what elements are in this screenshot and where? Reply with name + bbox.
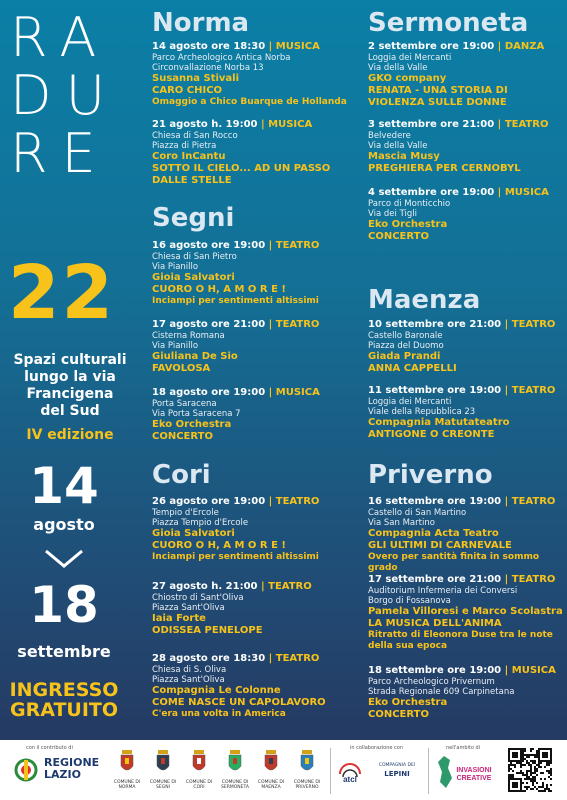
event-category: TEATRO	[275, 240, 320, 251]
event-item	[368, 664, 563, 721]
event-separator: |	[265, 653, 276, 664]
event-date-text: 14 agosto ore 18:30	[152, 41, 266, 52]
comune-crest-icon	[191, 750, 207, 776]
end-month: settembre	[17, 642, 111, 661]
collaborazione-label: in collaborazione con	[350, 745, 404, 751]
event-date	[368, 318, 563, 331]
event-date-text: 11 settembre ore 19:00	[368, 385, 502, 396]
event-separator: |	[257, 581, 269, 592]
comune-name: PRIVERNO	[295, 785, 319, 790]
event-date-text: 21 agosto h. 19:00	[152, 119, 258, 130]
title-line: RA	[10, 6, 111, 69]
event-venue: Via Pianillo	[152, 341, 199, 351]
event-date-text: 27 agosto h. 21:00	[152, 581, 258, 592]
event-subtitle: Omaggio a Chico Buarque de Hollanda	[152, 97, 347, 107]
event-venue: Castello Baronale	[368, 331, 443, 341]
event-venue: Parco Archeologico Privernum	[368, 677, 495, 687]
event-date-text: 2 settembre ore 19:00	[368, 41, 495, 52]
event-title: CONCERTO	[152, 431, 213, 442]
event-venue: Loggia dei Mercanti	[368, 53, 452, 63]
end-day: 18	[29, 576, 99, 634]
comune-name: SEGNI	[156, 785, 170, 790]
event-title: ANTIGONE O CREONTE	[368, 429, 495, 440]
event-title: VIOLENZA SULLE DONNE	[368, 97, 507, 108]
event-separator: |	[501, 496, 512, 507]
event-title: ANNA CAPPELLI	[368, 363, 457, 374]
tagline	[0, 352, 140, 420]
atcl-text: atcl	[343, 775, 357, 784]
start-month: agosto	[33, 515, 95, 534]
comune-crest-icon	[299, 750, 315, 776]
event-date	[368, 495, 563, 508]
comune-label	[290, 780, 324, 790]
event-separator: |	[265, 41, 276, 52]
event-separator: |	[494, 41, 505, 52]
tagline-line: Spazi culturali	[13, 352, 127, 368]
comune-prefix: COMUNE DI	[293, 780, 321, 785]
event-performer: Eko Orchestra	[368, 219, 448, 230]
event-venue: Chiostro di Sant'Oliva	[152, 593, 244, 603]
festival-title	[10, 6, 135, 185]
town-name: Priverno	[368, 460, 493, 490]
edition-number: 22	[8, 250, 115, 336]
event-venue: Belvedere	[368, 131, 411, 141]
event-separator: |	[257, 119, 269, 130]
event-venue: Chiesa di San Rocco	[152, 131, 238, 141]
event-category: MUSICA	[504, 187, 549, 198]
event-title: CONCERTO	[368, 231, 429, 242]
event-title: RENATA - UNA STORIA DI	[368, 85, 508, 96]
contributo-label: con il contributo di	[26, 745, 73, 751]
event-performer: GKO company	[368, 73, 447, 84]
event-title: FAVOLOSA	[152, 363, 211, 374]
tagline-line: del Sud	[40, 403, 100, 419]
event-category: MUSICA	[511, 665, 556, 676]
event-category: TEATRO	[275, 653, 320, 664]
lepini-line: LEPINI	[384, 770, 410, 778]
event-category: TEATRO	[511, 319, 556, 330]
comune-name: CORI	[193, 785, 205, 790]
event-performer: Eko Orchestra	[152, 419, 232, 430]
event-venue: Castello di San Martino	[368, 508, 467, 518]
event-performer: Giada Prandi	[368, 351, 441, 362]
event-date	[368, 664, 563, 677]
event-venue: Via Porta Saracena 7	[152, 409, 241, 419]
event-venue: Porta Saracena	[152, 399, 217, 409]
event-venue: Borgo di Fossanova	[368, 596, 451, 606]
event-subtitle: Overo per santità finita in sommo grado	[368, 552, 540, 573]
sponsor-footer	[0, 740, 567, 800]
region-line: LAZIO	[44, 768, 81, 781]
event-date	[152, 386, 357, 399]
event-date-text: 3 settembre ore 21:00	[368, 119, 495, 130]
event-category: TEATRO	[275, 319, 320, 330]
qr-code[interactable]	[508, 748, 552, 792]
event-venue: Piazza Sant'Oliva	[152, 603, 225, 613]
event-performer: Iaia Forte	[152, 613, 206, 624]
event-item	[152, 318, 357, 375]
event-item	[368, 186, 563, 243]
tagline-line: Francigena	[26, 386, 114, 402]
event-date	[368, 573, 563, 586]
event-date-text: 17 agosto ore 21:00	[152, 319, 266, 330]
event-category: TEATRO	[511, 496, 556, 507]
event-item	[152, 495, 357, 563]
event-item	[368, 384, 563, 441]
event-separator: |	[501, 319, 512, 330]
event-date	[368, 118, 563, 131]
event-title: ODISSEA PENELOPE	[152, 625, 263, 636]
comune-label	[254, 780, 288, 790]
comune-prefix: COMUNE DI	[257, 780, 285, 785]
event-performer: Compagnia Le Colonne	[152, 685, 281, 696]
event-separator: |	[265, 387, 276, 398]
event-item	[368, 318, 563, 375]
event-category: TEATRO	[268, 581, 312, 592]
event-venue: Via della Valle	[368, 63, 428, 73]
event-title: CUORO O H, A M O R E !	[152, 540, 286, 551]
comune-label	[182, 780, 216, 790]
event-venue: Strada Regionale 609 Carpinetana	[368, 687, 515, 697]
event-venue: Via San Martino	[368, 518, 435, 528]
lepini-logo	[372, 762, 422, 778]
comune-prefix: COMUNE DI	[149, 780, 177, 785]
event-performer: Coro InCantu	[152, 151, 226, 162]
event-performer: Gioia Salvatori	[152, 528, 235, 539]
event-category: TEATRO	[504, 119, 549, 130]
free-entry-line: INGRESSO	[9, 679, 119, 701]
title-line: RE	[10, 122, 110, 185]
invasioni-text: INVASIONI	[456, 767, 492, 774]
event-date	[152, 40, 357, 53]
event-date-text: 18 settembre ore 19:00	[368, 665, 502, 676]
event-subtitle: C'era una volta in America	[152, 709, 286, 719]
event-venue: Parco di Monticchio	[368, 199, 451, 209]
event-date-text: 18 agosto ore 19:00	[152, 387, 266, 398]
event-date-text: 10 settembre ore 21:00	[368, 319, 502, 330]
town-name: Segni	[152, 203, 235, 233]
event-date	[152, 239, 357, 252]
event-category: MUSICA	[275, 41, 320, 52]
event-performer: Mascia Musy	[368, 151, 440, 162]
invasioni-creative-logo	[434, 752, 494, 792]
event-date	[368, 186, 563, 199]
event-venue: Chiesa di S. Oliva	[152, 665, 227, 675]
event-title: GLI ULTIMI DI CARNEVALE	[368, 540, 512, 551]
town-name: Maenza	[368, 285, 481, 315]
event-separator: |	[501, 574, 512, 585]
tagline-line: lungo la via	[24, 369, 116, 385]
event-venue: Chiesa di San Pietro	[152, 252, 237, 262]
event-separator: |	[501, 385, 512, 396]
event-item	[152, 652, 357, 720]
event-date	[368, 40, 563, 53]
comune-label	[110, 780, 144, 790]
event-date-text: 17 settembre ore 21:00	[368, 574, 502, 585]
event-performer: Giuliana De Sio	[152, 351, 238, 362]
event-subtitle: Ritratto di Eleonora Duse tra le note	[368, 630, 553, 640]
event-item	[152, 40, 357, 108]
free-entry-line: GRATUITO	[9, 699, 119, 721]
event-date	[152, 318, 357, 331]
divider	[330, 748, 331, 794]
event-separator: |	[494, 187, 505, 198]
event-title: CUORO O H, A M O R E !	[152, 284, 286, 295]
comune-prefix: COMUNE DI	[113, 780, 141, 785]
event-date-text: 28 agosto ore 18:30	[152, 653, 266, 664]
event-date-text: 16 settembre ore 19:00	[368, 496, 502, 507]
comune-prefix: COMUNE DI	[185, 780, 213, 785]
event-title: PREGHIERA PER CERNOBYL	[368, 163, 521, 174]
event-category: TEATRO	[511, 574, 556, 585]
event-venue: Via Pianillo	[152, 262, 199, 272]
comune-crest-icon	[119, 750, 135, 776]
event-category: MUSICA	[275, 387, 320, 398]
event-date	[152, 652, 357, 665]
region-line: REGIONE	[44, 756, 100, 769]
town-name: Sermoneta	[368, 8, 529, 38]
event-category: TEATRO	[511, 385, 556, 396]
regione-lazio-label	[44, 757, 99, 781]
creative-text: CREATIVE	[456, 775, 492, 782]
event-venue: Via dei Tigli	[368, 209, 417, 219]
event-subtitle: della sua epoca	[368, 641, 448, 651]
event-item	[152, 386, 357, 443]
event-subtitle: Inciampi per sentimenti altissimi	[152, 296, 319, 306]
regione-lazio-logo	[12, 758, 40, 782]
event-date	[152, 580, 357, 593]
event-date-text: 16 agosto ore 19:00	[152, 240, 266, 251]
ambito-label: nell'ambito di	[446, 745, 481, 751]
comune-name: SERMONETA	[221, 785, 249, 790]
event-performer: Susanna Stivali	[152, 73, 240, 84]
event-item	[152, 239, 357, 307]
comune-crest-icon	[263, 750, 279, 776]
event-separator: |	[265, 496, 276, 507]
event-date	[368, 384, 563, 397]
event-title: LA MUSICA DELL'ANIMA	[368, 618, 502, 629]
event-subtitle: Inciampi per sentimenti altissimi	[152, 552, 319, 562]
event-venue: Piazza Sant'Oliva	[152, 675, 225, 685]
event-title: COME NASCE UN CAPOLAVORO	[152, 697, 326, 708]
free-entry	[0, 680, 128, 720]
event-performer: Compagnia Matutateatro	[368, 417, 510, 428]
event-venue: Viale della Repubblica 23	[368, 407, 476, 417]
event-item	[152, 580, 357, 637]
event-venue: Auditorium Infermeria dei Conversi	[368, 586, 518, 596]
event-venue: Tempio d'Ercole	[152, 508, 219, 518]
comune-prefix: COMUNE DI	[221, 780, 249, 785]
chevron-down-icon	[44, 549, 84, 569]
event-category: DANZA	[504, 41, 545, 52]
event-venue: Piazza Tempio d'Ercole	[152, 518, 249, 528]
event-separator: |	[265, 319, 276, 330]
event-item	[368, 573, 563, 652]
edition-label: IV edizione	[26, 427, 114, 443]
town-name: Norma	[152, 8, 250, 38]
left-panel	[0, 0, 140, 740]
event-venue: Circonvallazione Norba 13	[152, 63, 264, 73]
comune-label	[146, 780, 180, 790]
event-separator: |	[494, 119, 505, 130]
comune-crest-icon	[227, 750, 243, 776]
event-item	[368, 118, 563, 175]
event-title: CARO CHICO	[152, 85, 223, 96]
event-performer: Compagnia Acta Teatro	[368, 528, 499, 539]
event-venue: Piazza del Duomo	[368, 341, 444, 351]
comune-name: NORMA	[118, 785, 136, 790]
start-day: 14	[29, 457, 99, 515]
event-separator: |	[265, 240, 276, 251]
event-item	[368, 40, 563, 109]
event-category: MUSICA	[268, 119, 313, 130]
title-line: DU	[10, 64, 120, 127]
lepini-line: COMPAGNIA DEI	[378, 763, 416, 768]
event-item	[368, 495, 563, 574]
event-date	[152, 118, 357, 131]
event-date-text: 26 agosto ore 19:00	[152, 496, 266, 507]
event-category: TEATRO	[275, 496, 320, 507]
atcl-logo	[336, 760, 364, 784]
event-venue: Piazza di Pietra	[152, 141, 217, 151]
event-title: DALLE STELLE	[152, 175, 232, 186]
comune-crest-icon	[155, 750, 171, 776]
town-name: Cori	[152, 460, 211, 490]
event-performer: Pamela Villoresi e Marco Scolastra	[368, 606, 563, 617]
comune-name: MAENZA	[261, 785, 281, 790]
event-title: CONCERTO	[368, 709, 429, 720]
event-date-text: 4 settembre ore 19:00	[368, 187, 495, 198]
event-performer: Eko Orchestra	[368, 697, 448, 708]
event-venue: Via della Valle	[368, 141, 428, 151]
event-performer: Gioia Salvatori	[152, 272, 235, 283]
event-title: SOTTO IL CIELO... AD UN PASSO	[152, 163, 331, 174]
event-venue: Cisterna Romana	[152, 331, 225, 341]
event-date	[152, 495, 357, 508]
divider	[428, 748, 429, 794]
event-item	[152, 118, 357, 187]
event-venue: Loggia dei Mercanti	[368, 397, 452, 407]
event-separator: |	[501, 665, 512, 676]
event-venue: Parco Archeologico Antica Norba	[152, 53, 291, 63]
comune-label	[218, 780, 252, 790]
